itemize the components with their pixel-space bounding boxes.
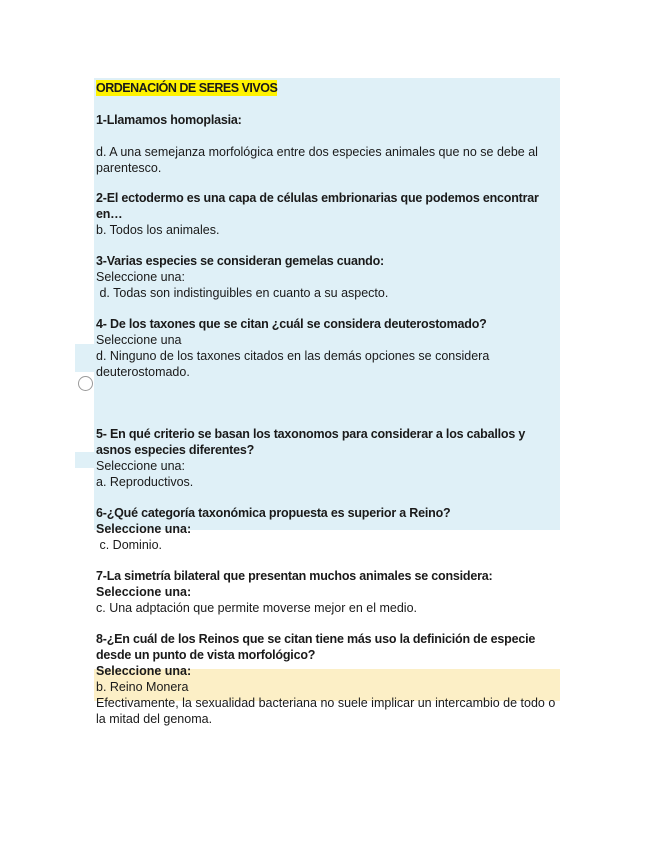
highlight-band-margin [75, 452, 95, 468]
feedback-text: Efectivamente, la sexualidad bacteriana no suele implicar un intercambio de todo o la mitad del genoma. [96, 696, 556, 726]
answer-6: c. Dominio. [96, 538, 162, 552]
highlight-band-margin [75, 344, 95, 372]
answer-7: c. Una adptación que permite moverse mejor en el medio. [96, 601, 417, 615]
question-2: 2-El ectodermo es una capa de células embrionarias que podemos encontrar en… [96, 191, 539, 221]
prompt-3: Seleccione una: [96, 270, 185, 284]
question-1: 1-Llamamos homoplasia: [96, 113, 242, 127]
radio-button[interactable] [78, 376, 93, 391]
document-title: ORDENACIÓN DE SERES VIVOS [96, 81, 278, 95]
prompt-8: Seleccione una: [96, 664, 192, 678]
question-8: 8-¿En cuál de los Reinos que se citan tiene más uso la definición de especie desde un punto de vista morfológico? [96, 632, 536, 662]
prompt-4: Seleccione una [96, 333, 182, 347]
answer-1: d. A una semejanza morfológica entre dos especies animales que no se debe al parentesco. [96, 145, 538, 175]
answer-2: b. Todos los animales. [96, 223, 220, 237]
quiz-content [96, 78, 558, 727]
question-5: 5- En qué criterio se basan los taxonomos para considerar a los caballos y asnos especies diferentes? [96, 427, 526, 457]
answer-4: d. Ninguno de los taxones citados en las demás opciones se considera deuterostomado. [96, 349, 490, 379]
prompt-7: Seleccione una: [96, 585, 192, 599]
question-3: 3-Varias especies se consideran gemelas cuando: [96, 254, 384, 268]
question-4: 4- De los taxones que se citan ¿cuál se considera deuterostomado? [96, 317, 487, 331]
question-7: 7-La simetría bilateral que presentan muchos animales se considera: [96, 569, 493, 583]
answer-5: a. Reproductivos. [96, 475, 194, 489]
answer-8: b. Reino Monera [96, 680, 189, 694]
prompt-5: Seleccione una: [96, 459, 185, 473]
prompt-6: Seleccione una: [96, 522, 192, 536]
answer-3: d. Todas son indistinguibles en cuanto a su aspecto. [96, 286, 389, 300]
question-6: 6-¿Qué categoría taxonómica propuesta es superior a Reino? [96, 506, 451, 520]
